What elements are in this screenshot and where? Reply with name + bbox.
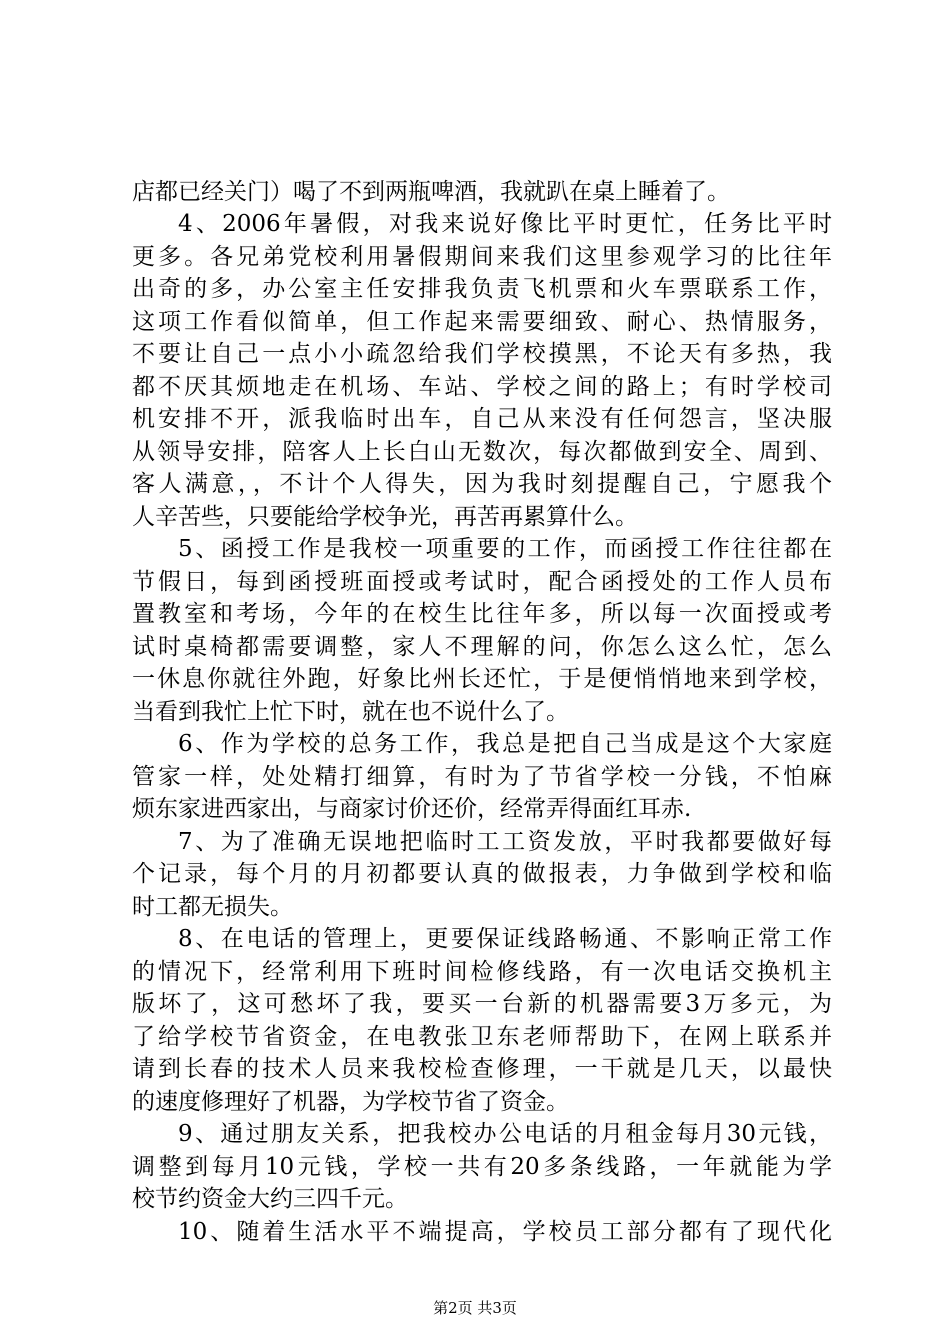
text-line-14: 置教室和考场，今年的在校生比往年多，所以每一次面授或考 [132,601,832,627]
text-line-31: 调整到每月10元钱，学校一共有20多条线路，一年就能为学 [132,1154,832,1180]
text-line-17: 当看到我忙上忙下时，就在也不说什么了。 [132,699,569,725]
text-line-11: 人辛苦些，只要能给学校争光，再苦再累算什么。 [132,504,638,530]
text-line-19: 管家一样，处处精打细算，有时为了节省学校一分钱，不怕麻 [132,764,832,790]
text-line-21: 7、为了准确无误地把临时工工资发放，平时我都要做好每 [178,829,832,855]
text-line-32: 校节约资金大约三四千元。 [132,1186,408,1212]
text-line-23: 时工都无损失。 [132,894,293,920]
text-line-1: 店都已经关门）喝了不到两瓶啤酒，我就趴在桌上睡着了。 [132,179,730,205]
page-footer: 第2页 共3页 [433,1299,517,1317]
text-line-26: 版坏了，这可愁坏了我，要买一台新的机器需要3万多元，为 [132,991,832,1017]
text-line-9: 从领导安排，陪客人上长白山无数次，每次都做到安全、周到、 [132,439,832,465]
text-line-27: 了给学校节省资金，在电教张卫东老师帮助下，在网上联系并 [132,1024,832,1050]
text-line-29: 的速度修理好了机器，为学校节省了资金。 [132,1089,569,1115]
text-line-30: 9、通过朋友关系，把我校办公电话的月租金每月30元钱， [178,1121,832,1147]
text-line-18: 6、作为学校的总务工作，我总是把自己当成是这个大家庭 [178,731,832,757]
text-line-22: 个记录，每个月的月初都要认真的做报表，力争做到学校和临 [132,861,832,887]
text-line-10: 客人满意，，不计个人得失，因为我时刻提醒自己，宁愿我个 [132,471,832,497]
text-line-4: 出奇的多，办公室主任安排我负责飞机票和火车票联系工作， [132,276,832,302]
text-line-7: 都不厌其烦地走在机场、车站、学校之间的路上；有时学校司 [132,374,832,400]
text-line-8: 机安排不开，派我临时出车，自己从来没有任何怨言，坚决服 [132,406,832,432]
text-line-25: 的情况下，经常利用下班时间检修线路，有一次电话交换机主 [132,959,832,985]
text-line-3: 更多。各兄弟党校利用暑假期间来我们这里参观学习的比往年 [132,244,832,270]
text-line-33: 10、随着生活水平不端提高，学校员工部分都有了现代化 [178,1219,832,1245]
text-line-2: 4、2006年暑假，对我来说好像比平时更忙，任务比平时 [178,211,832,237]
text-line-12: 5、函授工作是我校一项重要的工作，而函授工作往往都在 [178,536,832,562]
text-line-16: 一休息你就往外跑，好象比州长还忙，于是便悄悄地来到学校， [132,666,832,692]
text-line-20: 烦东家进西家出，与商家讨价还价，经常弄得面红耳赤. [132,796,692,822]
text-line-6: 不要让自己一点小小疏忽给我们学校摸黑，不论天有多热，我 [132,341,832,367]
text-line-24: 8、在电话的管理上，更要保证线路畅通、不影响正常工作 [178,926,832,952]
text-line-13: 节假日，每到函授班面授或考试时，配合函授处的工作人员布 [132,569,832,595]
text-line-15: 试时桌椅都需要调整，家人不理解的问，你怎么这么忙，怎么 [132,634,832,660]
text-line-28: 请到长春的技术人员来我校检查修理，一干就是几天，以最快 [132,1056,832,1082]
text-line-5: 这项工作看似简单，但工作起来需要细致、耐心、热情服务， [132,309,832,335]
